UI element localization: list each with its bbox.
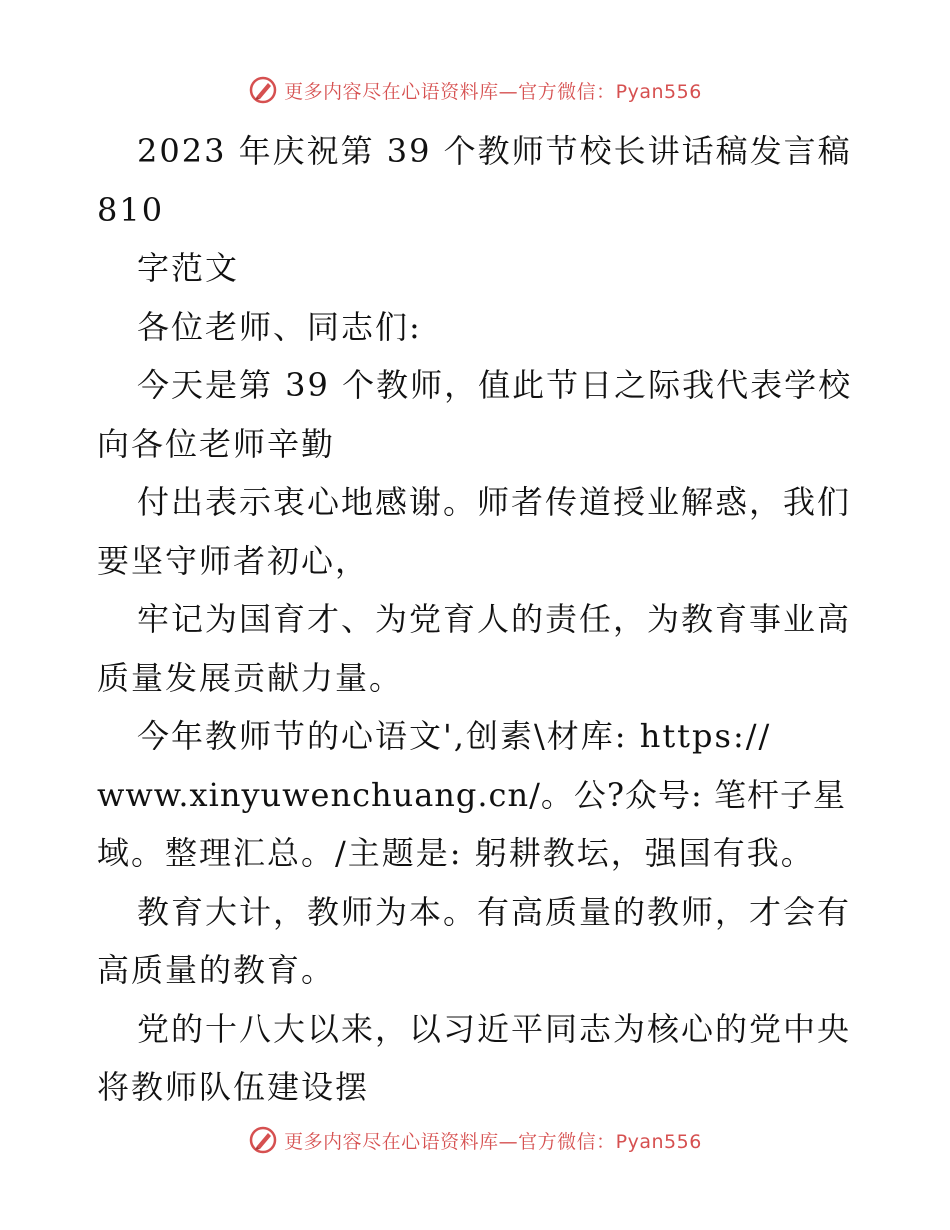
title-line: 2023 年庆祝第 39 个教师节校长讲话稿发言稿 [137, 132, 852, 170]
paragraph-line: 付出表示衷心地感谢。师者传道授业解惑，我们 [137, 483, 852, 521]
footer-watermark-banner [0, 1120, 950, 1160]
document-body [97, 122, 857, 1117]
title-continuation: 810 [97, 190, 165, 229]
paragraph-line: 质量发展贡献力量。 [97, 658, 404, 697]
paragraph-line: 要坚守师者初心， [97, 541, 370, 580]
paragraph-line: www.xinyuwenchuang.cn/。公?众号: 笔杆子星 [97, 775, 846, 814]
paragraph-line: 域。整理汇总。/主题是: 躬耕教坛，强国有我。 [97, 834, 815, 872]
paragraph-line: 牢记为国育才、为党育人的责任，为教育事业高 [137, 600, 852, 638]
pen-logo-icon [248, 75, 278, 105]
pen-logo-icon [248, 1125, 278, 1155]
paragraph-line: 教育大计，教师为本。有高质量的教师，才会有 [137, 892, 852, 931]
paragraph-line: 高质量的教育。 [97, 951, 336, 989]
paragraph-line: 今年教师节的心语文',创素\材库: https:// [137, 717, 772, 755]
paragraph-line: 党的十八大以来，以习近平同志为核心的党中央 [137, 1009, 852, 1048]
paragraph-line: 今天是第 39 个教师，值此节日之际我代表学校 [137, 366, 853, 404]
paragraph-line: 向各位老师辛勤 [97, 424, 336, 463]
salutation: 各位老师、同志们: [137, 307, 422, 346]
title-continuation: 字范文 [137, 249, 240, 287]
paragraph-line: 将教师队伍建设摆 [97, 1068, 370, 1106]
watermark-text: 更多内容尽在心语资料库—官方微信：Pyan556 [284, 1130, 702, 1153]
header-watermark-banner [0, 70, 950, 110]
watermark-text: 更多内容尽在心语资料库—官方微信：Pyan556 [284, 80, 702, 103]
